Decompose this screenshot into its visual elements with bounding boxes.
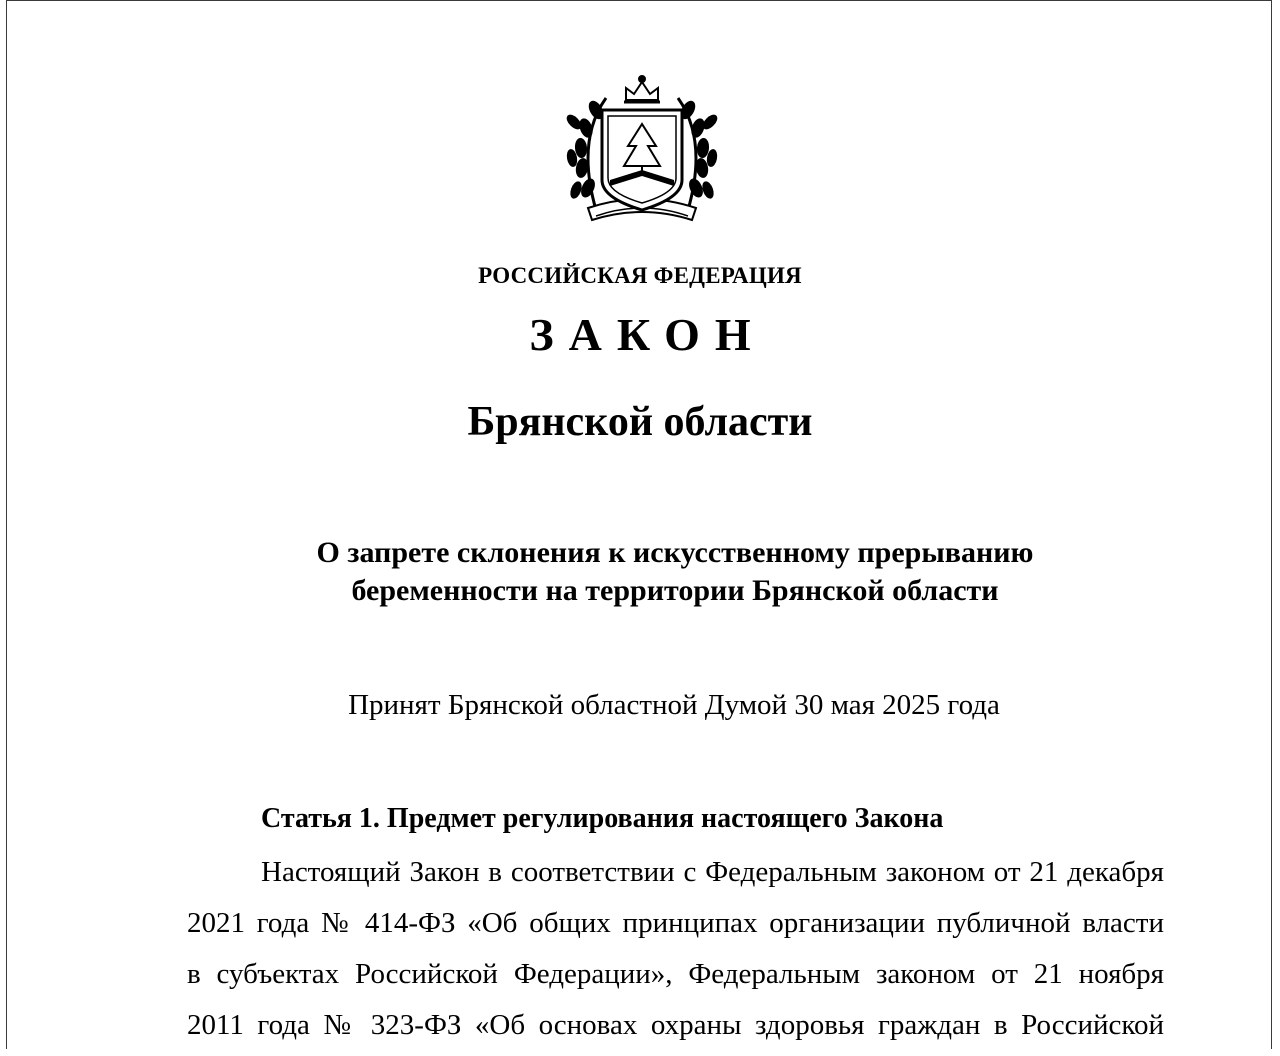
law-title-line: беременности на территории Брянской области: [351, 574, 999, 607]
document-type-heading: ЗАКОН: [529, 309, 766, 360]
article-body: [187, 852, 1164, 1056]
article-body-line: 2021 года № 414-ФЗ «Об общих принципах организации публичной власти: [187, 907, 1164, 939]
article-body-line: 2011 года № 323-ФЗ «Об основах охраны здоровья граждан в Российской: [187, 1009, 1164, 1041]
article-heading: Статья 1. Предмет регулирования настоящего Закона: [261, 803, 944, 834]
adoption-note: Принят Брянской областной Думой 30 мая 2025 года: [348, 689, 1000, 721]
law-title: [0, 534, 1280, 610]
article-body-line: Настоящий Закон в соответствии с Федеральным законом от 21 декабря: [261, 856, 1164, 888]
country-heading: РОССИЙСКАЯ ФЕДЕРАЦИЯ: [478, 263, 802, 288]
article-body-line: в субъектах Российской Федерации», Федеральным законом от 21 ноября: [187, 958, 1164, 990]
law-title-line: О запрете склонения к искусственному прерыванию: [316, 536, 1034, 569]
region-heading: Брянской области: [467, 399, 813, 445]
coat-of-arms-emblem: [566, 70, 718, 232]
